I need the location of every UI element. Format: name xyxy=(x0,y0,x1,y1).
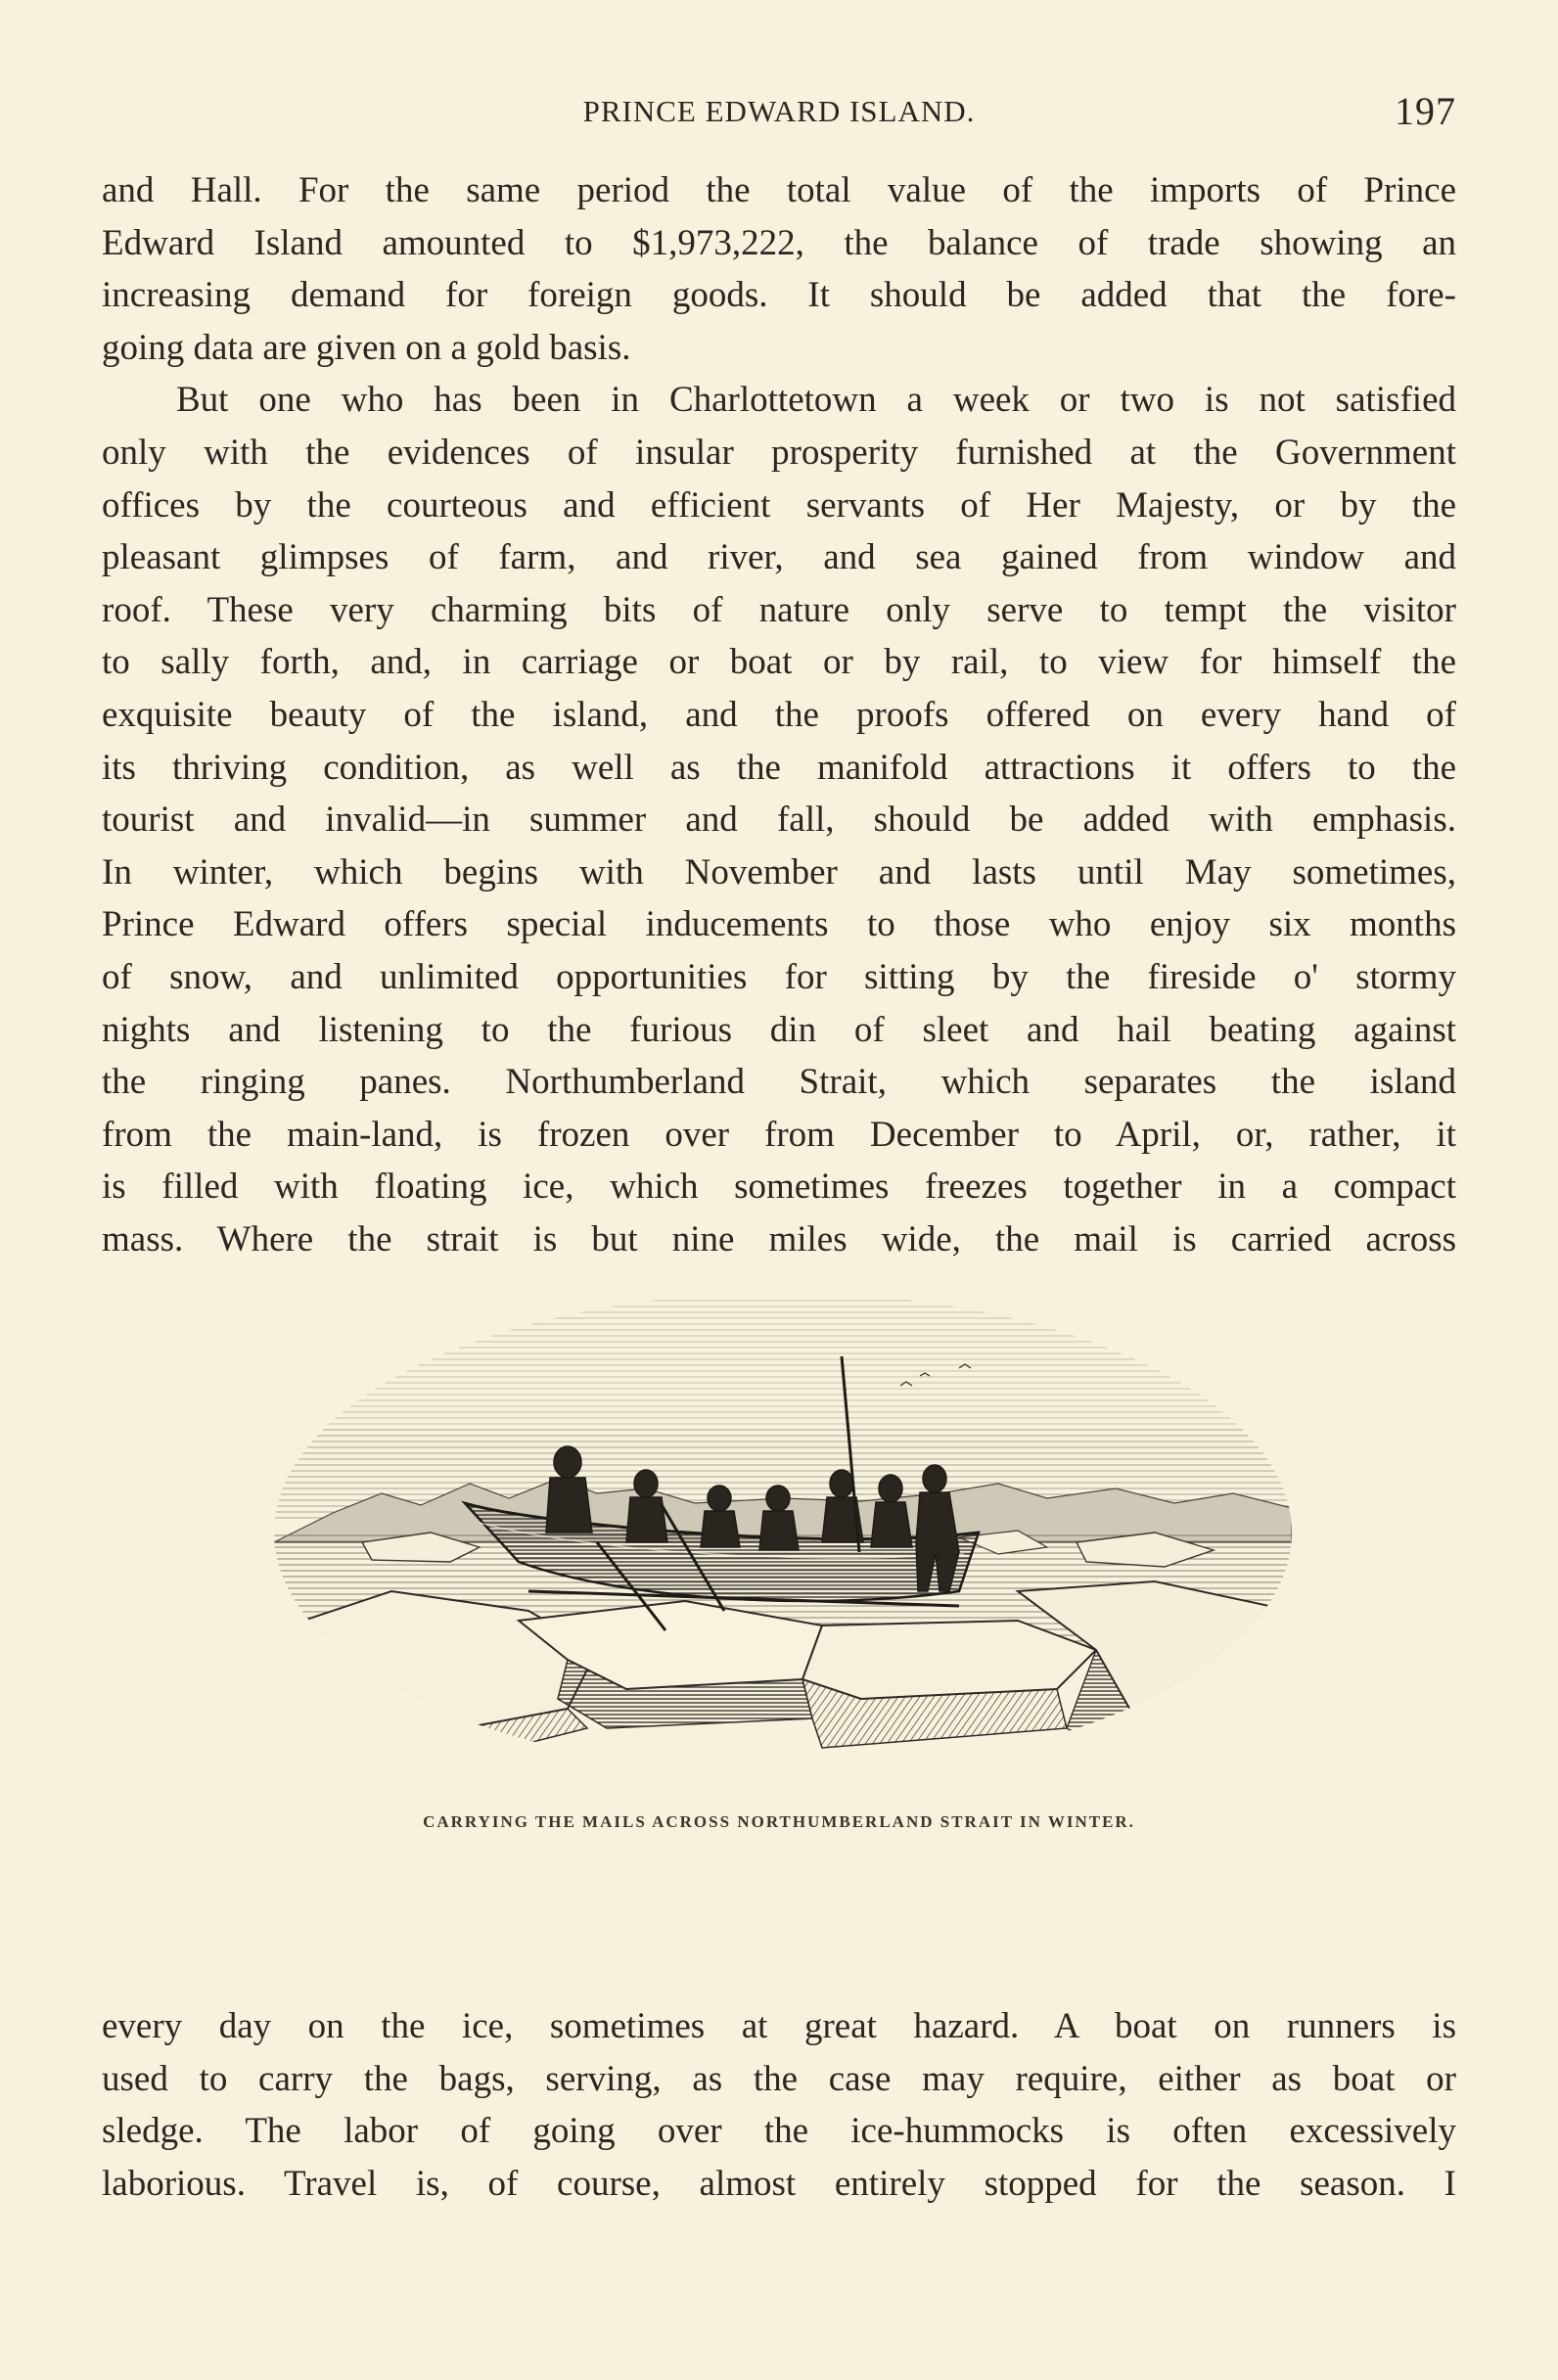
engraving-illustration xyxy=(274,1298,1292,1787)
text-line: laborious. Travel is, of course, almost entirely stopped for the season. I xyxy=(102,2163,1456,2204)
text-line: is filled with floating ice, which sometimes freezes together in a compact xyxy=(102,1167,1456,1208)
text-line: of snow, and unlimited opportunities for sitting by the fireside o' stormy xyxy=(102,956,1456,997)
text-line: tourist and invalid—in summer and fall, should be added with emphasis. xyxy=(102,800,1456,841)
text-line: every day on the ice, sometimes at great hazard. A boat on runners is xyxy=(102,2006,1456,2046)
text-line: only with the evidences of insular prosperity furnished at the Government xyxy=(102,432,1456,473)
text-line: In winter, which begins with November and lasts until May sometimes, xyxy=(102,851,1456,892)
text-line: exquisite beauty of the island, and the proofs offered on every hand of xyxy=(102,694,1456,735)
ice-boat-engraving xyxy=(274,1298,1292,1787)
figure-caption: CARRYING THE MAILS ACROSS NORTHUMBERLAND STRAIT IN WINTER. xyxy=(423,1812,1135,1831)
text-line: nights and listening to the furious din of sleet and hail beating against xyxy=(102,1009,1456,1050)
text-line: increasing demand for foreign goods. It should be added that the fore- xyxy=(102,275,1456,316)
text-line: used to carry the bags, serving, as the case may require, either as boat or xyxy=(102,2058,1456,2099)
text-line: its thriving condition, as well as the manifold attractions it offers to the xyxy=(102,747,1456,788)
text-line: going data are given on a gold basis. xyxy=(102,327,631,368)
text-line: to sally forth, and, in carriage or boat or by rail, to view for himself the xyxy=(102,642,1456,683)
page-number: 197 xyxy=(1395,89,1456,133)
body-text-top xyxy=(102,164,1456,1265)
text-line: Edward Island amounted to $1,973,222, the balance of trade showing an xyxy=(102,222,1456,263)
text-line: the ringing panes. Northumberland Strait, which separates the island xyxy=(102,1062,1456,1103)
text-line: and Hall. For the same period the total value of the imports of Prince xyxy=(102,170,1456,210)
text-line: mass. Where the strait is but nine miles wide, the mail is carried across xyxy=(102,1218,1456,1259)
body-text-bottom xyxy=(102,2000,1456,2210)
paragraph-start-line: But one who has been in Charlottetown a week or two is not satisfied xyxy=(176,380,1456,421)
text-line: from the main-land, is frozen over from December to April, or, rather, it xyxy=(102,1114,1456,1155)
text-line: offices by the courteous and efficient servants of Her Majesty, or by the xyxy=(102,484,1456,526)
text-line: roof. These very charming bits of nature only serve to tempt the visitor xyxy=(102,589,1456,630)
text-line: sledge. The labor of going over the ice-hummocks is often excessively xyxy=(102,2111,1456,2152)
running-head xyxy=(102,89,1456,143)
text-line: pleasant glimpses of farm, and river, and sea gained from window and xyxy=(102,537,1456,578)
running-title: PRINCE EDWARD ISLAND. xyxy=(582,94,976,128)
text-line: Prince Edward offers special inducements to those who enjoy six months xyxy=(102,904,1456,945)
